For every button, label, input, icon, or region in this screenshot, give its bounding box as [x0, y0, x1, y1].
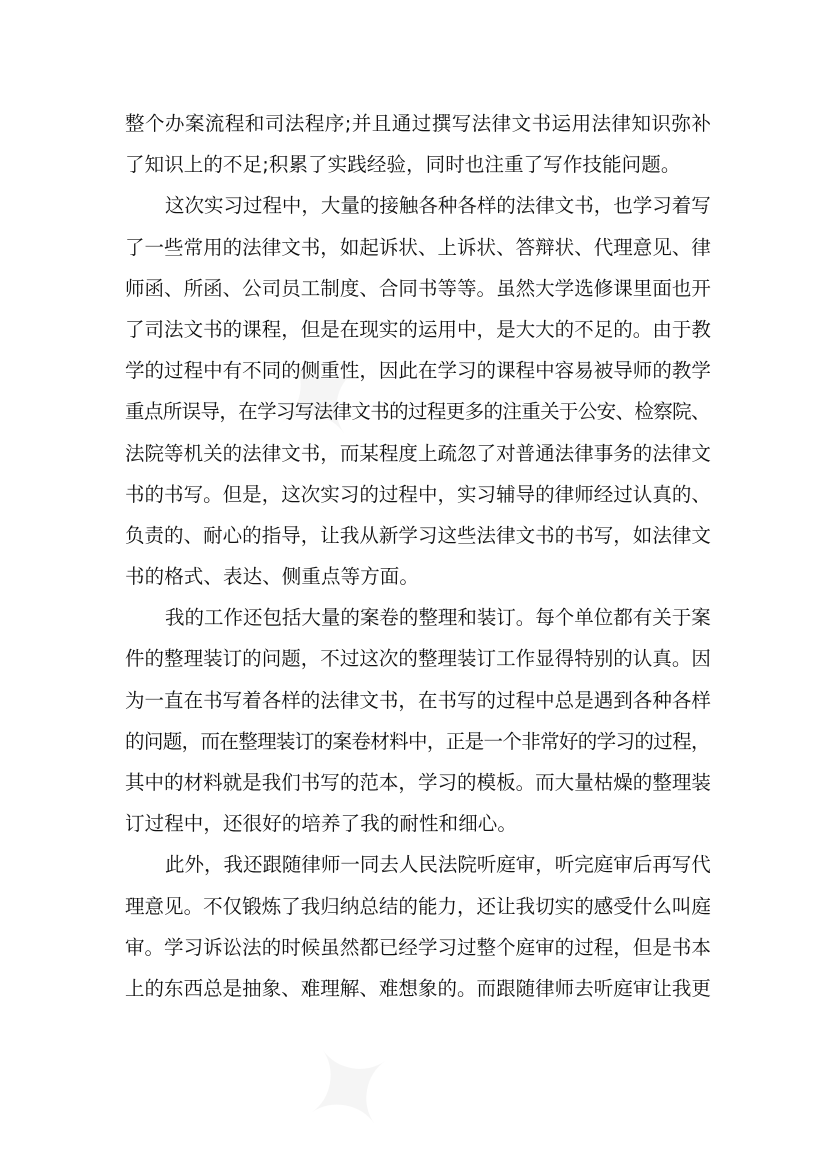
- text-line: 这次实习过程中，大量的接触各种各样的法律文书，也学习着写: [165, 194, 711, 218]
- paragraph-3: [125, 597, 711, 844]
- text-line: 件的整理装订的问题，不过这次的整理装订工作显得特别的认真。因: [125, 647, 711, 671]
- text-line: 理意见。不仅锻炼了我归纳总结的能力，还让我切实的感受什么叫庭: [125, 894, 711, 918]
- text-line: 师函、所函、公司员工制度、合同书等等。虽然大学选修课里面也开: [125, 276, 711, 300]
- text-line: 上的东西总是抽象、难理解、难想象的。而跟随律师去听庭审让我更: [125, 976, 711, 1000]
- text-line: 的问题，而在整理装订的案卷材料中，正是一个非常好的学习的过程，: [125, 729, 710, 753]
- text-line: 了知识上的不足;积累了实践经验，同时也注重了写作技能问题。: [125, 153, 681, 177]
- watermark: [269, 1004, 431, 1175]
- text-line: 法院等机关的法律文书，而某程度上疏忽了对普通法律事务的法律文: [125, 441, 711, 465]
- document-body: [125, 103, 711, 1009]
- text-line: 学的过程中有不同的侧重性，因此在学习的课程中容易被导师的教学: [125, 359, 711, 383]
- text-line: 整个办案流程和司法程序;并且通过撰写法律文书运用法律知识弥补: [125, 112, 712, 135]
- text-line: 订过程中，还很好的培养了我的耐性和细心。: [125, 812, 518, 836]
- text-line: 其中的材料就是我们书写的范本，学习的模板。而大量枯燥的整理装: [125, 771, 711, 794]
- text-line: 了一些常用的法律文书，如起诉状、上诉状、答辩状、代理意见、律: [125, 235, 711, 259]
- text-line: 了司法文书的课程，但是在现实的运用中，是大大的不足的。由于教: [125, 317, 711, 341]
- paragraph-4: [125, 844, 711, 1009]
- text-line: 负责的、耐心的指导，让我从新学习这些法律文书的书写，如法律文: [125, 523, 711, 547]
- text-line: 审。学习诉讼法的时候虽然都已经学习过整个庭审的过程，但是书本: [125, 935, 711, 959]
- text-line: 书的书写。但是，这次实习的过程中，实习辅导的律师经过认真的、: [125, 482, 711, 506]
- paragraph-2: [125, 185, 711, 597]
- text-line: 我的工作还包括大量的案卷的整理和装订。每个单位都有关于案: [165, 606, 711, 630]
- text-line: 此外，我还跟随律师一同去人民法院听庭审，听完庭审后再写代: [165, 853, 711, 877]
- text-line: 重点所误导，在学习写法律文书的过程更多的注重关于公安、检察院、: [125, 400, 710, 424]
- text-line: 书的格式、表达、侧重点等方面。: [125, 565, 420, 589]
- paragraph-1: [125, 103, 711, 185]
- text-line: 为一直在书写着各样的法律文书，在书写的过程中总是遇到各种各样: [125, 688, 711, 712]
